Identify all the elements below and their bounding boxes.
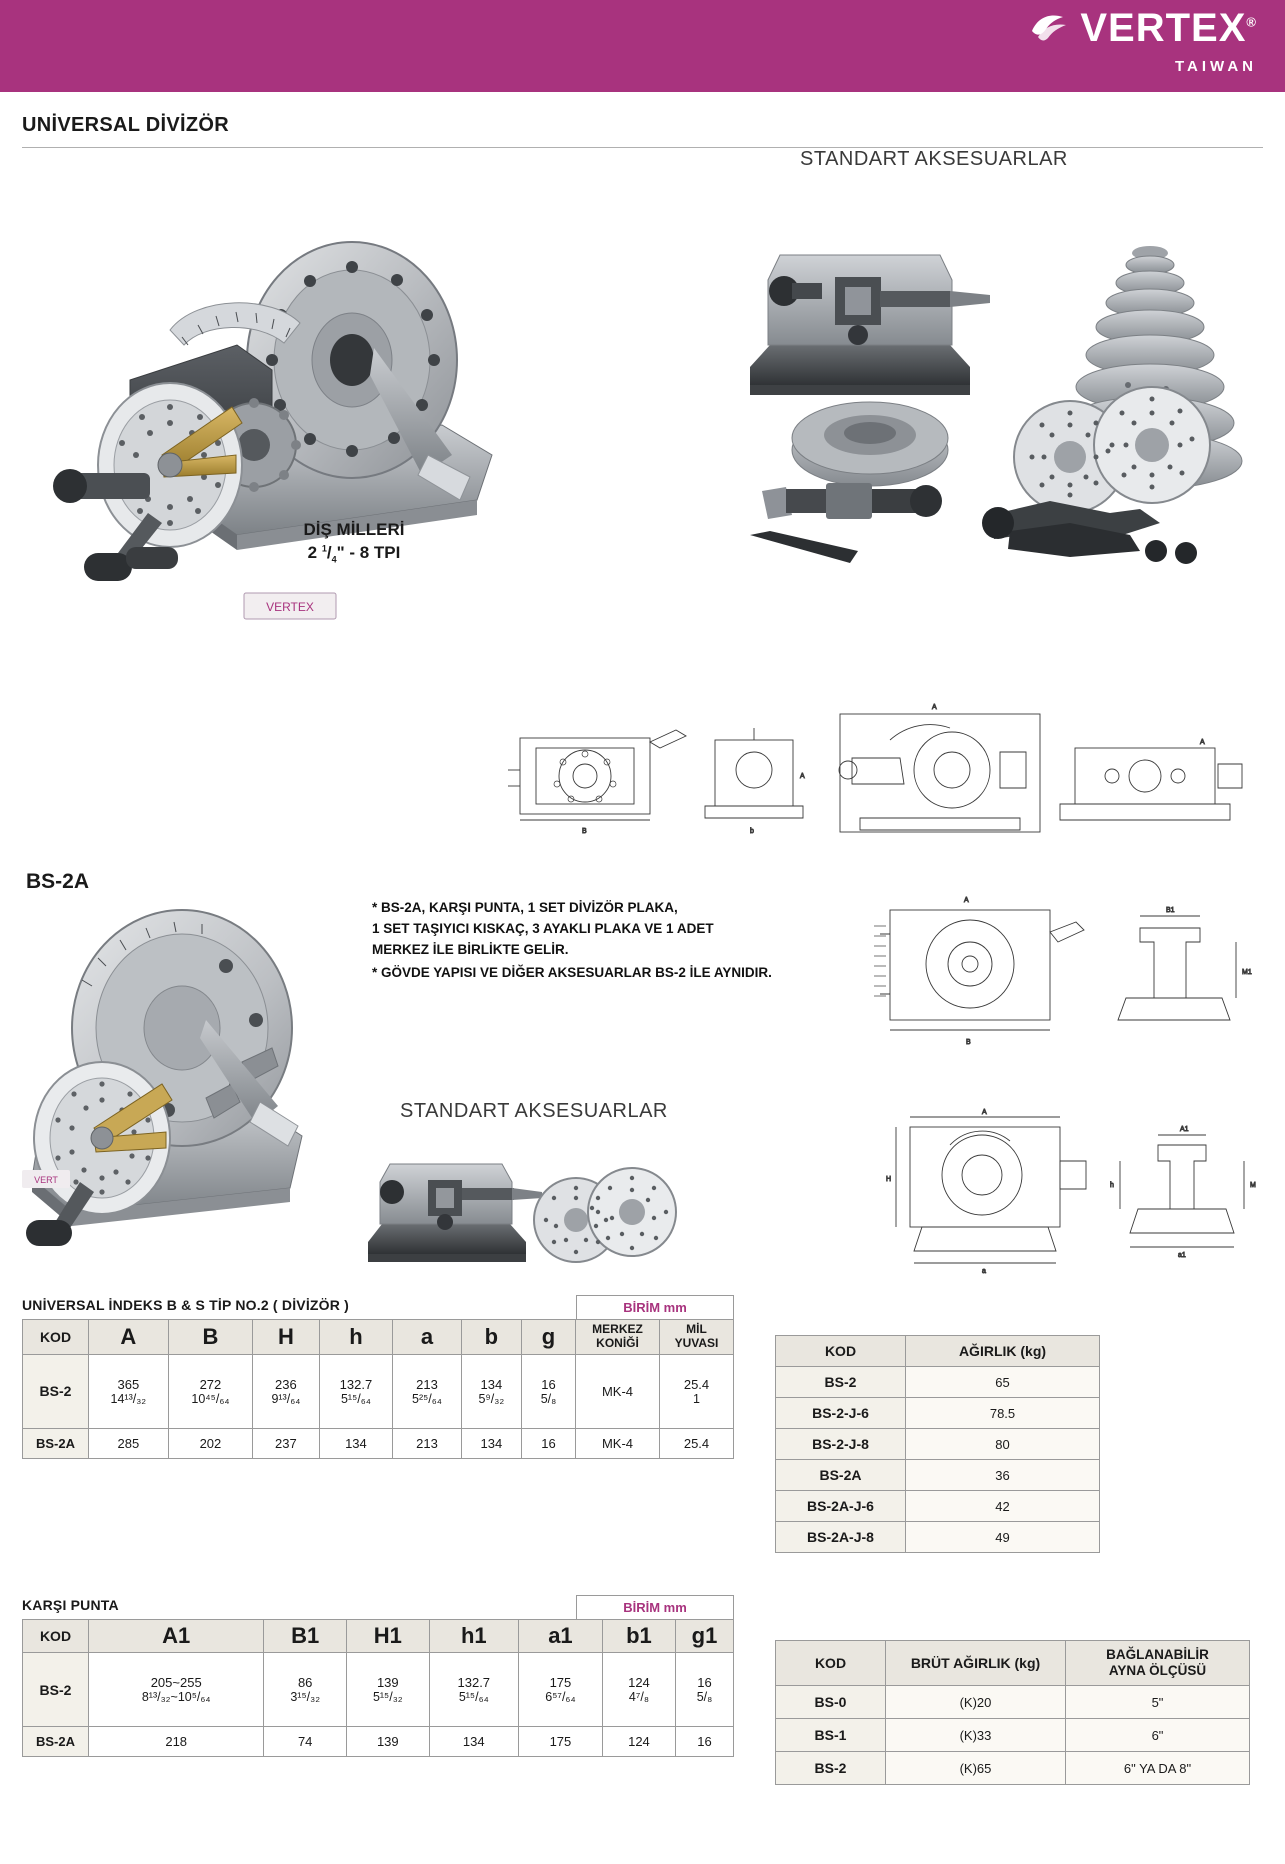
- col-h1-cap: H1: [347, 1620, 430, 1653]
- svg-text:VERT: VERT: [34, 1175, 58, 1185]
- cell-kod: BS-2: [776, 1367, 906, 1398]
- main-table-caption: UNİVERSAL İNDEKS B & S TİP NO.2 ( DİVİZÖR ): [22, 1297, 350, 1313]
- cell-a: 365 14¹³/₃₂: [89, 1354, 169, 1428]
- thread-size-value: 2: [307, 543, 318, 562]
- cell-gross-weight: (K)65: [886, 1752, 1066, 1785]
- tailstock-table-block: [22, 1595, 734, 1757]
- table-row: [23, 1653, 734, 1727]
- cell-weight: 65: [906, 1367, 1100, 1398]
- standard-accessories-photo-top: [740, 195, 1260, 575]
- cell-mil: 25.4: [660, 1428, 734, 1458]
- col-a-low: a: [393, 1320, 461, 1355]
- technical-drawings-row3: [870, 1105, 1270, 1275]
- bs2a-dividing-head-photo: [10, 870, 370, 1250]
- col-a1: A1: [89, 1620, 264, 1653]
- col-h-cap: H: [253, 1320, 319, 1355]
- cell-g1: 16 5/₈: [676, 1653, 734, 1727]
- col-b1-low: b1: [602, 1620, 675, 1653]
- svg-text:B1: B1: [1166, 907, 1175, 914]
- svg-text:a: a: [982, 1268, 986, 1275]
- col-agirlik: AĞIRLIK (kg): [906, 1336, 1100, 1367]
- bs2-dividing-head-photo: [22, 155, 582, 614]
- brand-name: VERTEX®: [1080, 6, 1257, 50]
- cell-b: 202: [168, 1428, 252, 1458]
- table-row: [23, 1428, 734, 1458]
- registered-mark: ®: [1246, 14, 1257, 30]
- col-b-low: b: [461, 1320, 521, 1355]
- cell-b: 272 10⁴⁵/₆₄: [168, 1354, 252, 1428]
- col-kod: KOD: [23, 1320, 89, 1355]
- top-accessories-heading: STANDART AKSESUARLAR: [800, 148, 1068, 170]
- page-title: UNİVERSAL DİVİZÖR: [22, 114, 229, 136]
- cell-a1: 205~255 8¹³/₃₂~10⁵/₆₄: [89, 1653, 264, 1727]
- svg-text:A: A: [1200, 739, 1205, 746]
- svg-text:B: B: [966, 1039, 971, 1046]
- col-mil-yuvasi: MİL YUVASI: [660, 1320, 734, 1355]
- col-b: B: [168, 1320, 252, 1355]
- cell-merkez: MK-4: [576, 1354, 660, 1428]
- svg-text:A: A: [932, 704, 937, 711]
- table-row: [776, 1752, 1250, 1785]
- table-row: [776, 1491, 1100, 1522]
- table-header-row: [23, 1620, 734, 1653]
- cell-kod: BS-2A: [776, 1460, 906, 1491]
- col-merkez-konigi: MERKEZ KONİĞİ: [576, 1320, 660, 1355]
- cell-kod: BS-2-J-6: [776, 1398, 906, 1429]
- cell-kod: BS-2: [23, 1354, 89, 1428]
- cell-weight: 78.5: [906, 1398, 1100, 1429]
- table-row: [776, 1686, 1250, 1719]
- table-row: [776, 1460, 1100, 1491]
- table-row: [776, 1367, 1100, 1398]
- cell-weight: 49: [906, 1522, 1100, 1553]
- cell-b1: 86 3¹⁵/₃₂: [264, 1653, 347, 1727]
- table-header-row: [23, 1320, 734, 1355]
- title-divider: [22, 147, 1263, 148]
- cell-g1: 16: [676, 1727, 734, 1757]
- svg-text:A: A: [982, 1109, 987, 1116]
- note-line-1: * BS-2A, KARŞI PUNTA, 1 SET DİVİZÖR PLAKA,: [372, 900, 678, 915]
- col-a1-low: a1: [518, 1620, 602, 1653]
- bs2a-notes: [372, 898, 892, 984]
- tailstock-table-unit: BİRİM mm: [576, 1595, 734, 1619]
- table-row: [776, 1398, 1100, 1429]
- table-row: [776, 1719, 1250, 1752]
- cell-mil: 25.4 1: [660, 1354, 734, 1428]
- tailstock-table: [22, 1619, 734, 1757]
- col-g: g: [522, 1320, 576, 1355]
- cell-merkez: MK-4: [576, 1428, 660, 1458]
- table-row: [23, 1727, 734, 1757]
- col-ayna-olcusu: BAĞLANABİLİR AYNA ÖLÇÜSÜ: [1066, 1641, 1250, 1686]
- col-b1: B1: [264, 1620, 347, 1653]
- cell-kod: BS-1: [776, 1719, 886, 1752]
- svg-text:a1: a1: [1178, 1252, 1186, 1259]
- table-row: [23, 1354, 734, 1428]
- weight-table: [775, 1335, 1100, 1553]
- cell-kod: BS-2: [776, 1752, 886, 1785]
- table-row: [776, 1522, 1100, 1553]
- main-table-unit: BİRİM mm: [576, 1295, 734, 1319]
- cell-a-low: 213 5²⁵/₆₄: [393, 1354, 461, 1428]
- brand-block: [1030, 8, 1257, 75]
- col-kod: KOD: [776, 1336, 906, 1367]
- cell-a1-low: 175: [518, 1727, 602, 1757]
- cell-a1: 218: [89, 1727, 264, 1757]
- cell-b1: 74: [264, 1727, 347, 1757]
- col-kod: KOD: [776, 1641, 886, 1686]
- cell-a1-low: 175 6⁵⁷/₆₄: [518, 1653, 602, 1727]
- cell-h-low: 134: [319, 1428, 393, 1458]
- gross-weight-table-block: [775, 1640, 1250, 1785]
- col-g1: g1: [676, 1620, 734, 1653]
- cell-b-low: 134: [461, 1428, 521, 1458]
- cell-kod: BS-2-J-8: [776, 1429, 906, 1460]
- weight-table-block: [775, 1335, 1100, 1553]
- model-label-bs2a: BS-2A: [26, 870, 90, 893]
- col-h-low: h: [319, 1320, 393, 1355]
- cell-weight: 80: [906, 1429, 1100, 1460]
- page-header: [0, 0, 1285, 92]
- cell-kod: BS-2A-J-8: [776, 1522, 906, 1553]
- note-line-4: * GÖVDE YAPISI VE DİĞER AKSESUARLAR BS-2 İLE AYNIDIR.: [372, 964, 772, 980]
- note-line-2: 1 SET TAŞIYICI KISKAÇ, 3 AYAKLI PLAKA VE 1 ADET: [372, 920, 714, 936]
- cell-h1-cap: 139 5¹⁵/₃₂: [347, 1653, 430, 1727]
- col-h1-low: h1: [429, 1620, 518, 1653]
- cell-kod: BS-2A: [23, 1428, 89, 1458]
- svg-text:M: M: [1250, 1182, 1256, 1189]
- cell-kod: BS-2: [23, 1653, 89, 1727]
- main-dimension-table-block: [22, 1295, 734, 1459]
- svg-text:B: B: [582, 828, 587, 835]
- cell-chuck-size: 6": [1066, 1719, 1250, 1752]
- svg-text:A1: A1: [1180, 1126, 1189, 1133]
- brand-logo: [1030, 8, 1257, 48]
- cell-b1-low: 124 4⁷/₈: [602, 1653, 675, 1727]
- cell-h1-cap: 139: [347, 1727, 430, 1757]
- standard-accessories-photo-mid: [360, 1130, 680, 1280]
- cell-chuck-size: 5": [1066, 1686, 1250, 1719]
- svg-text:H: H: [886, 1176, 892, 1183]
- spindle-thread-label: DİŞ MİLLERİ 2 $^1/_4$" - 8 TPI: [303, 520, 405, 565]
- cell-h-cap: 237: [253, 1428, 319, 1458]
- cell-b1-low: 124: [602, 1727, 675, 1757]
- cell-weight: 42: [906, 1491, 1100, 1522]
- technical-drawings-row1: [500, 700, 1260, 860]
- table-header-row: [776, 1641, 1250, 1686]
- cell-h-cap: 236 9¹³/₆₄: [253, 1354, 319, 1428]
- cell-h-low: 132.7 5¹⁵/₆₄: [319, 1354, 393, 1428]
- cell-b-low: 134 5⁹/₃₂: [461, 1354, 521, 1428]
- note-line-3: MERKEZ İLE BİRLİKTE GELİR.: [372, 941, 569, 957]
- svg-text:M1: M1: [1242, 969, 1252, 976]
- main-dimension-table: [22, 1319, 734, 1459]
- vertex-bird-icon: [1030, 11, 1072, 45]
- cell-kod: BS-2A: [23, 1727, 89, 1757]
- cell-h1-low: 134: [429, 1727, 518, 1757]
- svg-text:A: A: [964, 897, 969, 904]
- table-header-row: [776, 1336, 1100, 1367]
- cell-a-low: 213: [393, 1428, 461, 1458]
- cell-kod: BS-2A-J-6: [776, 1491, 906, 1522]
- cell-weight: 36: [906, 1460, 1100, 1491]
- tailstock-table-caption: KARŞI PUNTA: [22, 1597, 119, 1613]
- svg-text:h: h: [1110, 1182, 1114, 1189]
- col-brut-agirlik: BRÜT AĞIRLIK (kg): [886, 1641, 1066, 1686]
- svg-text:A: A: [800, 773, 805, 780]
- col-kod: KOD: [23, 1620, 89, 1653]
- mid-accessories-heading: STANDART AKSESUARLAR: [400, 1100, 668, 1122]
- col-a: A: [89, 1320, 169, 1355]
- cell-kod: BS-0: [776, 1686, 886, 1719]
- cell-gross-weight: (K)33: [886, 1719, 1066, 1752]
- svg-text:VERTEX: VERTEX: [266, 600, 314, 614]
- cell-a: 285: [89, 1428, 169, 1458]
- cell-h1-low: 132.7 5¹⁵/₆₄: [429, 1653, 518, 1727]
- svg-text:b: b: [750, 828, 754, 835]
- cell-chuck-size: 6" YA DA 8": [1066, 1752, 1250, 1785]
- table-row: [776, 1429, 1100, 1460]
- brand-country: TAIWAN: [1174, 58, 1257, 75]
- cell-g: 16 5/₈: [522, 1354, 576, 1428]
- cell-gross-weight: (K)20: [886, 1686, 1066, 1719]
- technical-drawings-row2: [870, 880, 1270, 1090]
- gross-weight-table: [775, 1640, 1250, 1785]
- cell-g: 16: [522, 1428, 576, 1458]
